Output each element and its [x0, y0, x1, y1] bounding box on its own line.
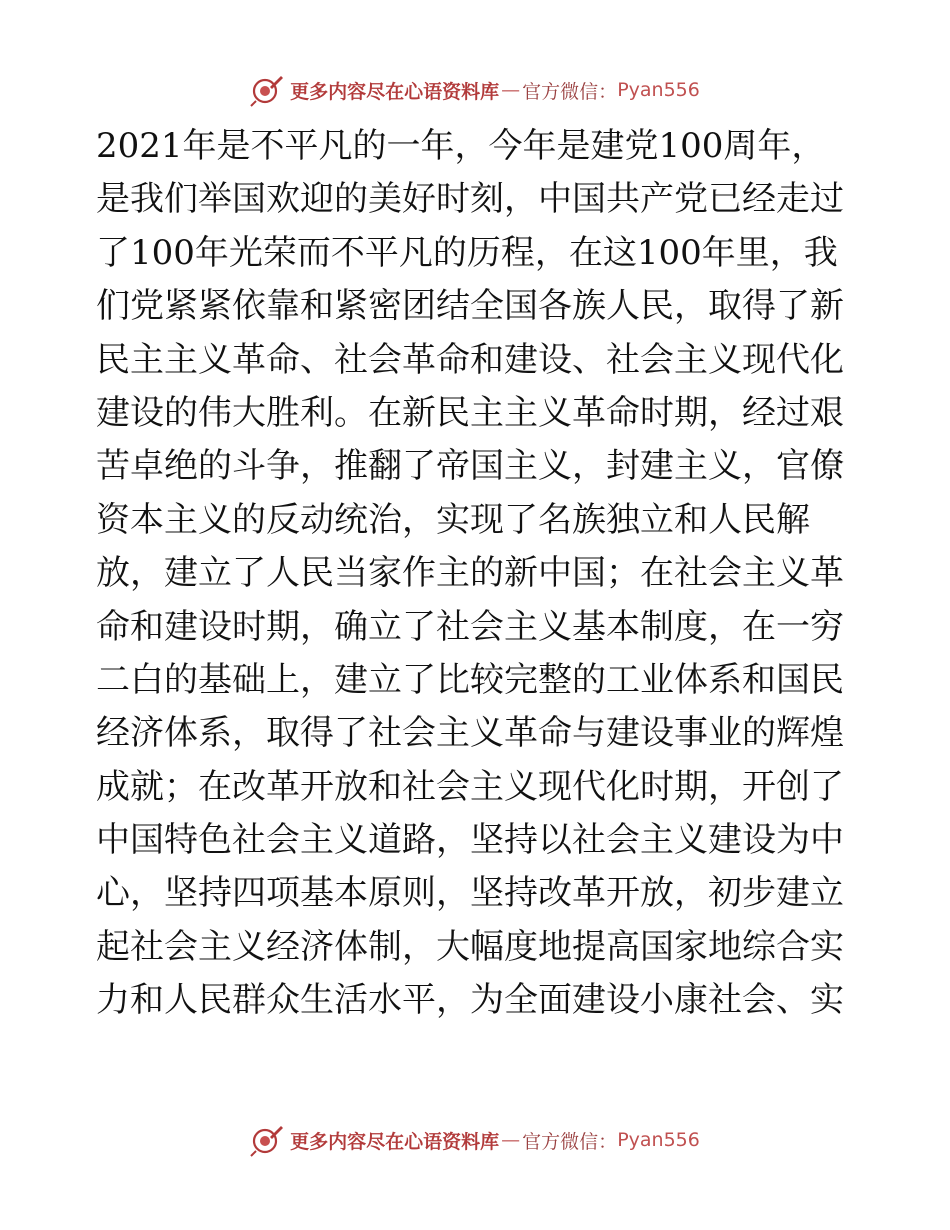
text-line: 力和人民群众生活水平，为全面建设小康社会、实 [96, 980, 844, 1021]
banner-wechat-id: Pyan556 [617, 1129, 700, 1151]
banner-main-text: 更多内容尽在心语资料库 [290, 80, 500, 103]
banner-wechat-label: 官方微信： [522, 1130, 618, 1153]
banner-wechat-label: 官方微信： [522, 80, 618, 103]
pen-logo-icon [250, 73, 284, 107]
text-line: 放，建立了人民当家作主的新中国；在社会主义革 [96, 553, 844, 594]
header-banner [0, 70, 950, 110]
banner-main-text: 更多内容尽在心语资料库 [290, 1130, 500, 1153]
text-line: 二白的基础上，建立了比较完整的工业体系和国民 [96, 659, 844, 700]
text-line: 了100年光荣而不平凡的历程，在这100年里，我 [96, 232, 838, 273]
pen-logo-icon [250, 1123, 284, 1157]
text-line: 经济体系，取得了社会主义革命与建设事业的辉煌 [96, 713, 844, 754]
banner-dash: — [501, 1129, 521, 1151]
text-line: 中国特色社会主义道路，坚持以社会主义建设为中 [96, 820, 844, 861]
banner-dash: — [501, 79, 521, 101]
text-line: 们党紧紧依靠和紧密团结全国各族人民，取得了新 [96, 286, 844, 327]
text-line: 建设的伟大胜利。在新民主主义革命时期，经过艰 [96, 392, 844, 433]
text-line: 资本主义的反动统治，实现了名族独立和人民解 [96, 499, 810, 540]
text-line: 心，坚持四项基本原则，坚持改革开放，初步建立 [96, 873, 844, 914]
text-line: 2021年是不平凡的一年，今年是建党100周年， [96, 126, 826, 166]
text-line: 是我们举国欢迎的美好时刻，中国共产党已经走过 [96, 179, 844, 220]
footer-banner [0, 1120, 950, 1160]
text-line: 民主主义革命、社会革命和建设、社会主义现代化 [96, 339, 844, 380]
text-line: 成就；在改革开放和社会主义现代化时期，开创了 [96, 766, 844, 807]
text-line: 苦卓绝的斗争，推翻了帝国主义，封建主义，官僚 [96, 446, 844, 487]
banner-wechat-id: Pyan556 [617, 79, 700, 101]
body-paragraph [96, 120, 856, 1028]
text-line: 起社会主义经济体制，大幅度地提高国家地综合实 [96, 926, 844, 967]
text-line: 命和建设时期，确立了社会主义基本制度，在一穷 [96, 606, 844, 647]
